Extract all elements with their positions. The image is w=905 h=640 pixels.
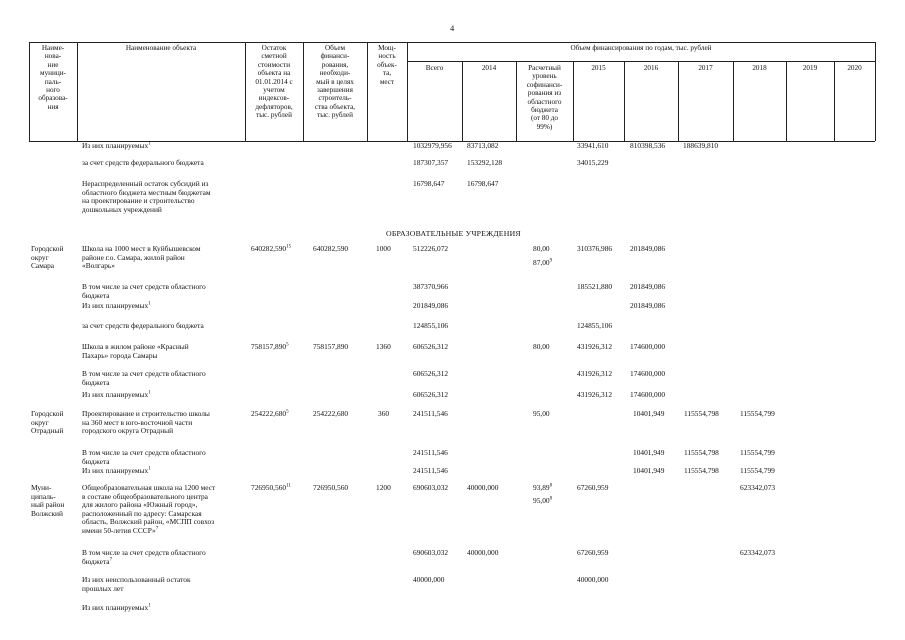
- cell-2015: 33941,610: [577, 141, 609, 150]
- cell-2016: 174600,000: [630, 369, 666, 378]
- cell-total: 606526,312: [413, 390, 449, 399]
- cell-2015: 124855,106: [577, 321, 613, 330]
- cell-calc-level: 95,00: [533, 409, 550, 418]
- cell-2015: 310376,986: [577, 244, 613, 253]
- header-capacity: Мощ- ность объек- та, мест: [377, 44, 397, 86]
- row-name: за счет средств федерального бюджета: [82, 158, 204, 167]
- page-number: 4: [450, 23, 455, 33]
- cell-calc-level-alt: 95,00: [533, 496, 550, 505]
- row-name: В том числе за счет средств областного бюджета: [82, 282, 206, 300]
- cell-calc-level: 93,89: [533, 483, 550, 492]
- footnote-mark: 8: [549, 483, 553, 489]
- cell-total: 690603,032: [413, 548, 449, 557]
- cell-2016: 201849,086: [630, 244, 666, 253]
- header-municipality: Наиме- нова- ние муници- паль- ного образова- ния: [38, 44, 68, 111]
- row-name: Нераспределенный остаток субсидий из областного бюджета местным бюджетам на проектирование и строительство дошкольных учреждений: [82, 179, 211, 214]
- cell-2015: 185521,880: [577, 282, 613, 291]
- footnote-mark: 7: [109, 557, 113, 563]
- footnote-mark: 1: [148, 390, 151, 396]
- cell-2015: 40000,000: [577, 575, 609, 584]
- footnote-mark: 8: [549, 496, 553, 502]
- header-2017: 2017: [698, 64, 713, 72]
- cell-capacity: 360: [378, 409, 390, 418]
- cell-capacity: 1360: [376, 342, 391, 351]
- header-remaining: Остаток сметной стоимости объекта на 01.01.2014 с учетом индексов- дефляторов, тыс. рублей: [255, 44, 293, 120]
- cell-total: 16798,647: [413, 179, 445, 188]
- municipality-name: Муни- ципаль- ный район Волжский: [31, 483, 65, 518]
- municipality-name: Городской округ Отрадный: [31, 409, 64, 436]
- cell-remaining: 640282,590: [251, 244, 287, 253]
- cell-2015: 67260,959: [577, 483, 609, 492]
- cell-2016: 174600,000: [630, 390, 666, 399]
- cell-capacity: 1000: [376, 244, 391, 253]
- header-2016: 2016: [643, 64, 659, 72]
- row-name: В том числе за счет средств областного бюджета: [82, 448, 206, 466]
- row-name: Из них планируемых: [82, 466, 149, 475]
- cell-volume: 254222,680: [313, 409, 349, 418]
- cell-2014: 40000,000: [467, 548, 499, 557]
- row-name: В том числе за счет средств областного бюджета: [82, 369, 206, 387]
- cell-total: 387370,966: [413, 282, 449, 291]
- row-name: за счет средств федерального бюджета: [82, 321, 204, 330]
- footnote-mark: 1: [148, 141, 151, 147]
- footnote-mark: 11: [286, 483, 291, 489]
- cell-2016: 10401,949: [633, 409, 665, 418]
- header-calc-level: Расчетный уровень софинанси- рования из областного бюджета (от 80 до 99%): [526, 64, 563, 131]
- cell-2015: 34015,229: [577, 158, 609, 167]
- cell-2014: 40000,000: [467, 483, 499, 492]
- row-name: Из них планируемых: [82, 301, 149, 310]
- cell-calc-level: 80,00: [533, 342, 550, 351]
- cell-2017: 115554,798: [684, 409, 719, 418]
- cell-2018: 115554,799: [740, 466, 775, 475]
- cell-volume: 726950,560: [313, 483, 349, 492]
- cell-2017: 115554,798: [684, 448, 719, 457]
- header-object: Наименование объекта: [125, 44, 197, 52]
- row-name: Проектирование и строительство школы на 360 мест в юго-восточной части городского округа Отрадный: [82, 409, 210, 436]
- cell-total: 690603,032: [413, 483, 449, 492]
- cell-2014: 153292,128: [467, 158, 503, 167]
- footnote-mark: 7: [155, 526, 159, 532]
- cell-total: 241511,546: [413, 409, 448, 418]
- cell-2014: 16798,647: [467, 179, 499, 188]
- cell-total: 606526,312: [413, 369, 449, 378]
- header-2019: 2019: [802, 64, 818, 72]
- cell-2016: 201849,086: [630, 301, 666, 310]
- cell-2018: 623342,073: [740, 548, 776, 557]
- header-2015: 2015: [591, 64, 606, 72]
- cell-total: 124855,106: [413, 321, 449, 330]
- header-financing-group: Объем финансирования по годам, тыс. рублей: [570, 44, 712, 52]
- cell-2017: 188639,810: [683, 141, 719, 150]
- cell-2015: 67260,959: [577, 548, 609, 557]
- row-name: Школа на 1000 мест в Куйбышевском районе г.о. Самара, жилой район «Волгарь»: [82, 244, 201, 271]
- cell-2015: 431926,312: [577, 342, 613, 351]
- cell-remaining: 254222,680: [251, 409, 287, 418]
- footnote-mark: 1: [148, 466, 151, 472]
- cell-total: 606526,312: [413, 342, 449, 351]
- footnote-mark: 1: [148, 603, 151, 609]
- cell-2018: 115554,799: [740, 448, 775, 457]
- cell-2016: 810398,536: [630, 141, 666, 150]
- municipality-name: Городской округ Самара: [31, 244, 64, 271]
- cell-2016: 10401,949: [633, 448, 665, 457]
- cell-2015: 431926,312: [577, 390, 613, 399]
- cell-2018: 115554,799: [740, 409, 775, 418]
- footnote-mark: 5: [286, 342, 289, 348]
- row-name: Школа в жилом районе «Красный Пахарь» города Самары: [82, 342, 189, 360]
- cell-2015: 431926,312: [577, 369, 613, 378]
- row-name: Из них неиспользованный остаток прошлых лет: [82, 575, 191, 593]
- header-2018: 2018: [752, 64, 767, 72]
- header-total: Всего: [425, 64, 444, 72]
- cell-total: 241511,546: [413, 448, 448, 457]
- header-2014: 2014: [481, 64, 497, 72]
- section-title: ОБРАЗОВАТЕЛЬНЫЕ УЧРЕЖДЕНИЯ: [386, 229, 521, 238]
- cell-2014: 83713,082: [467, 141, 499, 150]
- cell-calc-level: 80,00: [533, 244, 550, 253]
- cell-total: 1032979,956: [413, 141, 452, 150]
- cell-capacity: 1200: [376, 483, 391, 492]
- footnote-mark: 5: [286, 409, 289, 415]
- cell-2016: 201849,086: [630, 282, 666, 291]
- cell-volume: 758157,890: [313, 342, 349, 351]
- header-volume: Объем финанси- рования, необходи- мый в целях завершения строитель- ства объекта, тыс. рублей: [314, 44, 356, 120]
- row-name: Из них планируемых: [82, 603, 149, 612]
- cell-2016: 10401,949: [633, 466, 665, 475]
- cell-total: 40000,000: [413, 575, 445, 584]
- cell-total: 512226,072: [413, 244, 449, 253]
- header-2020: 2020: [847, 64, 862, 72]
- row-name: Из них планируемых: [82, 390, 149, 399]
- cell-remaining: 758157,890: [251, 342, 287, 351]
- cell-2017: 115554,798: [684, 466, 719, 475]
- row-name: Из них планируемых: [82, 141, 149, 150]
- row-name: В том числе за счет средств областного бюджета: [82, 548, 206, 566]
- cell-2016: 174600,000: [630, 342, 666, 351]
- cell-total: 241511,546: [413, 466, 448, 475]
- footnote-mark: 1: [148, 301, 151, 307]
- footnote-mark: 15: [286, 244, 292, 250]
- row-name: Общеобразовательная школа на 1200 мест в составе общеобразовательного центра для жилого района «Южный город», расположенный по адресу: Самарская область, Волжский район, «МСПП совхоз имени 50-летия СССР»: [82, 483, 216, 535]
- cell-total: 201849,086: [413, 301, 449, 310]
- cell-total: 187307,357: [413, 158, 449, 167]
- cell-2018: 623342,073: [740, 483, 776, 492]
- footnote-mark: 9: [549, 258, 553, 264]
- cell-volume: 640282,590: [313, 244, 349, 253]
- cell-calc-level-alt: 87,00: [533, 258, 550, 267]
- cell-remaining: 726950,560: [251, 483, 287, 492]
